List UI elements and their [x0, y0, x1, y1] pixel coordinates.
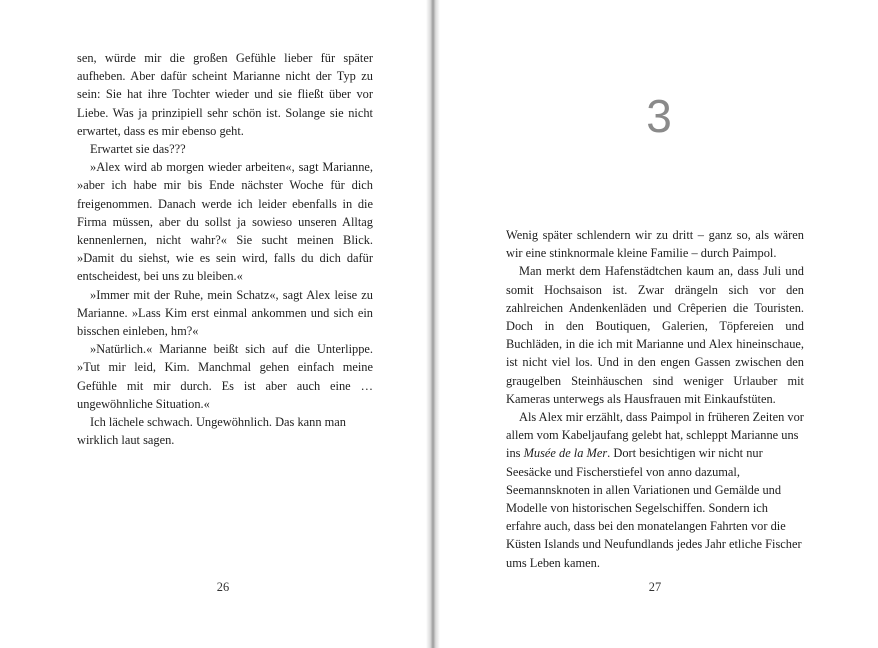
- right-page: [440, 0, 878, 648]
- page-number: 26: [216, 580, 230, 594]
- paragraph: Ich lächele schwach. Ungewöhnlich. Das kann man wirklich laut sagen.: [77, 415, 346, 448]
- book-gutter: [426, 0, 440, 648]
- paragraph-text: Als Alex mir erzählt, dass Paimpol in früheren Zeiten vor allem vom Kabeljaufang gelebt hat, schleppt Marianne uns ins: [506, 410, 804, 461]
- paragraph: Man merkt dem Hafenstädtchen kaum an, dass Juli und somit Hochsaison ist. Zwar drängeln sich vor den zahlreichen Andenkenläden und Crêperien die Touristen. Doch in den Boutiquen, Galerien, Töpfereien und Buchläden, in die ich mit Marianne und Alex hineinschaue, ist nicht viel los. Und in den engen Gassen zwischen den graugelben Steinhäuschen sind weniger Urlauber mit Kameras unterwegs als Hausfrauen mit Einkaufstüten.: [506, 264, 804, 406]
- paragraph: »Natürlich.« Marianne beißt sich auf die Unterlippe. »Tut mir leid, Kim. Manchmal gehen einfach meine Gefühle mit mir durch. Es ist aber auch eine … ungewöhnliche Situation.«: [77, 342, 373, 411]
- chapter-number: 3: [646, 90, 672, 142]
- paragraph: [506, 408, 804, 572]
- left-page-body: [77, 49, 373, 449]
- paragraph: sen, würde mir die großen Gefühle lieber für später aufheben. Aber dafür scheint Marianne nicht der Typ zu sein: Sie hat ihre Tochter wieder und sie fließt über vor Liebe. Was ja prinzipiell sehr schön ist. Solange sie nicht erwartet, dass es mir ebenso geht.: [77, 51, 373, 138]
- paragraph: »Alex wird ab morgen wieder arbeiten«, sagt Marianne, »aber ich habe mir bis Ende nächster Woche für dich freigenommen. Danach werde ich leider ebenfalls in die Firma müssen, aber du sollst ja sowieso unseren Alltag kennenlernen, nicht wahr?« Sie sucht meinen Blick. »Damit du siehst, wie es sein wird, falls du dich dafür entscheidest, bei uns zu bleiben.«: [77, 160, 373, 284]
- paragraph-text: . Dort besichtigen wir nicht nur Seesäcke und Fischerstiefel von anno dazumal, Seemannsknoten in allen Variationen und Gemälde und Modelle von historischen Segelschiffen. Sondern ich erfahre auch, dass bei den monatelangen Fahrten vor die Küsten Islands und Neufundlands jedes Jahr etliche Fischer ums Leben kamen.: [506, 446, 802, 570]
- paragraph: Wenig später schlendern wir zu dritt – ganz so, als wären wir eine stinknormale kleine Familie – durch Paimpol.: [506, 228, 804, 261]
- paragraph: »Immer mit der Ruhe, mein Schatz«, sagt Alex leise zu Marianne. »Lass Kim erst einmal ankommen und sich ein bisschen einleben, hm?«: [77, 287, 373, 339]
- paragraph: Erwartet sie das???: [90, 142, 186, 157]
- right-page-body: [506, 226, 804, 572]
- left-page: [0, 0, 431, 648]
- page-number: 27: [648, 580, 662, 594]
- museum-name: Musée de la Mer: [523, 446, 608, 461]
